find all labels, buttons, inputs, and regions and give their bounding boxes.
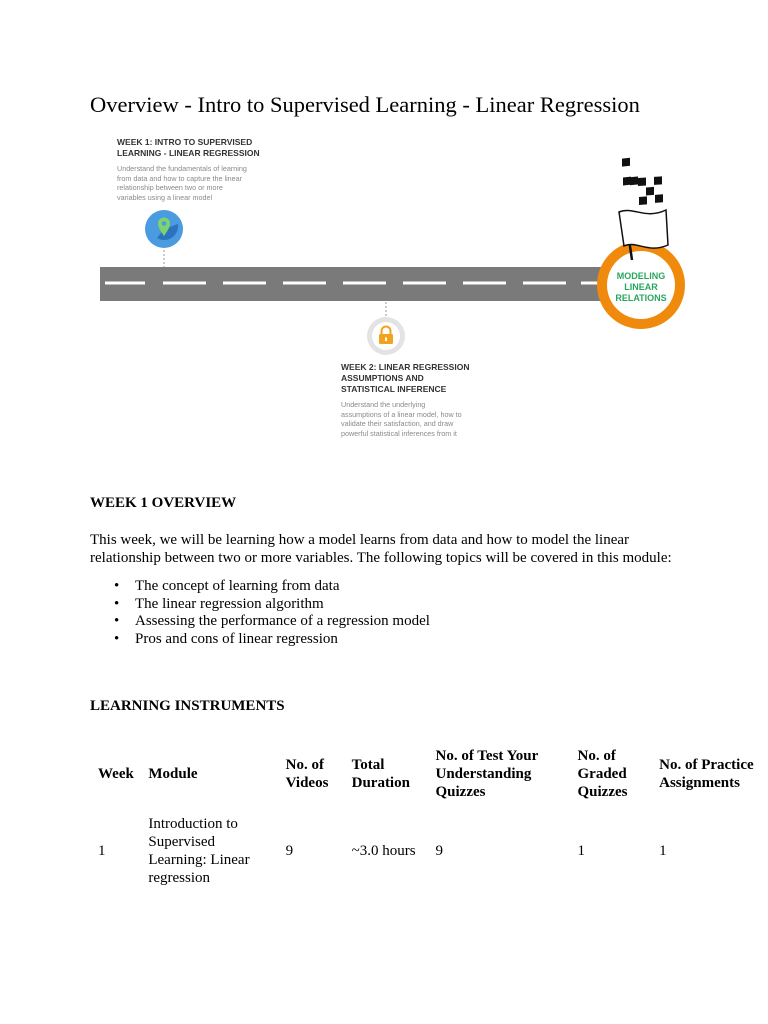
table-header-row: [90, 740, 768, 808]
cell-videos: 9: [285, 843, 294, 859]
table-row: [90, 808, 768, 894]
location-pin-icon: [145, 210, 183, 248]
topics-list: [90, 578, 430, 649]
header-videos: No. of Videos: [285, 757, 329, 791]
week2-info: [341, 362, 561, 438]
topic-item: • Assessing the performance of a regression model: [90, 613, 430, 631]
header-practice-assignments: No. of Practice Assignments: [659, 757, 754, 791]
week-overview-heading: WEEK 1 OVERVIEW: [90, 495, 237, 511]
checkered-flag-icon: [619, 158, 668, 260]
lock-icon: [367, 317, 405, 355]
week2-description: Understand the underlying assumptions of a linear model, how to validate their satisfaction, and draw powerful statistical inferences from it: [341, 400, 462, 438]
cell-graded-quizzes: 1: [577, 843, 585, 859]
week1-info: [117, 137, 347, 202]
header-module: Module: [148, 766, 198, 782]
week1-description: Understand the fundamentals of learning from data and how to capture the linear relationship between two or more variables using a linear model: [117, 164, 247, 202]
page-title: Overview - Intro to Supervised Learning - Linear Regression: [90, 92, 640, 117]
learning-instruments-heading: LEARNING INSTRUMENTS: [90, 698, 285, 714]
header-week: Week: [98, 766, 134, 782]
target-label: MODELING LINEAR RELATIONS: [615, 271, 667, 303]
learning-instruments-table: [90, 740, 768, 894]
week1-title: WEEK 1: INTRO TO SUPERVISED LEARNING - LINEAR REGRESSION: [117, 137, 260, 158]
topic-item: • The concept of learning from data: [90, 578, 430, 596]
cell-module: Introduction to Supervised Learning: Linear regression: [148, 816, 250, 886]
week-overview-intro: This week, we will be learning how a model learns from data and how to model the linear relationship between two or more variables. The following topics will be covered in this module:: [90, 532, 672, 566]
cell-test-quizzes: 9: [435, 843, 443, 859]
header-duration: Total Duration: [351, 757, 410, 791]
topic-item: • Pros and cons of linear regression: [90, 631, 430, 649]
cell-week: 1: [98, 843, 106, 859]
week2-title: WEEK 2: LINEAR REGRESSION ASSUMPTIONS AND STATISTICAL INFERENCE: [341, 362, 470, 394]
header-graded-quizzes: No. of Graded Quizzes: [577, 748, 628, 800]
topic-item: • The linear regression algorithm: [90, 596, 430, 614]
cell-duration: ~3.0 hours: [351, 843, 416, 859]
header-test-quizzes: No. of Test Your Understanding Quizzes: [435, 748, 539, 800]
cell-practice-assignments: 1: [659, 843, 667, 859]
roadmap-graphic: [95, 132, 705, 447]
